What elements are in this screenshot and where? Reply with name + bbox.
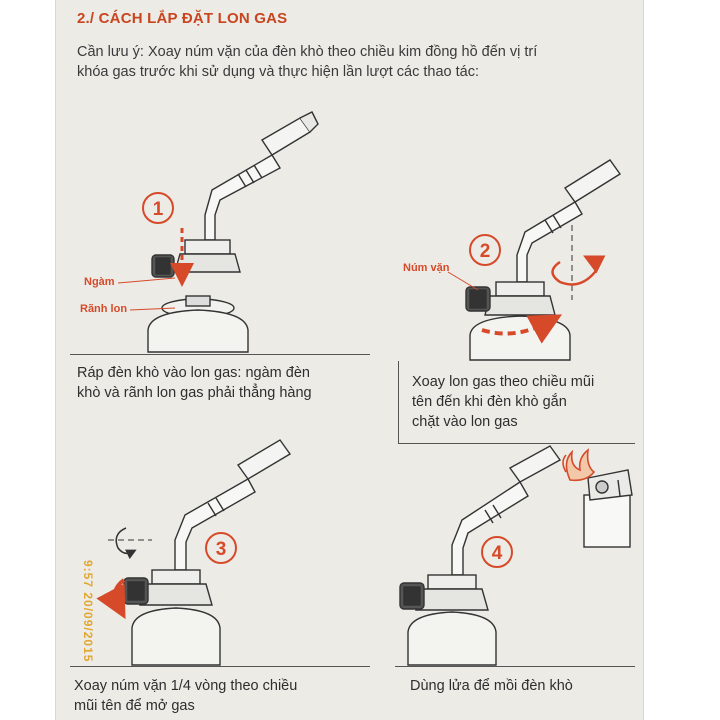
step-3-caption xyxy=(74,676,297,716)
torch-nozzle xyxy=(205,112,318,240)
step-4-caption xyxy=(410,676,573,696)
step-1-caption-line: khò và rãnh lon gas phải thẳng hàng xyxy=(77,385,312,401)
step-1-number: 1 xyxy=(152,199,164,220)
intro-line-1: Cần lưu ý: Xoay núm vặn của đèn khò theo chiều kim đồng hồ đến vị trí xyxy=(77,44,538,60)
step-1-caption-line: Ráp đèn khò vào lon gas: ngàm đèn xyxy=(77,365,310,381)
gas-can xyxy=(148,296,248,352)
step-3-caption-line: Xoay núm vặn 1/4 vòng theo chiều xyxy=(74,678,298,694)
step-2-caption xyxy=(412,372,594,432)
torch-head xyxy=(152,240,240,277)
lighter-icon xyxy=(584,470,632,547)
caption-divider-3 xyxy=(70,666,370,667)
step-4-number: 4 xyxy=(491,543,503,564)
section-title: 2./ CÁCH LẮP ĐẶT LON GAS xyxy=(77,10,288,27)
step-4-caption-line: Dùng lửa để mồi đèn khò xyxy=(410,678,573,694)
intro-line-2: khóa gas trước khi sử dụng và thực hiện lần lượt các thao tác: xyxy=(77,64,480,80)
caption-divider-4 xyxy=(395,666,635,667)
label-num-van: Núm vặn xyxy=(403,262,450,274)
label-ranh-lon: Rãnh lon xyxy=(80,303,128,315)
step-2-number: 2 xyxy=(479,241,491,262)
step-1-caption xyxy=(77,363,312,403)
step-3-number: 3 xyxy=(215,539,227,560)
step-2-caption-line: Xoay lon gas theo chiều mũi xyxy=(412,374,595,390)
step-4-illustration xyxy=(400,446,632,665)
ngam-pointer xyxy=(118,278,175,283)
step-2-illustration xyxy=(448,160,620,360)
flame-icon xyxy=(563,450,594,480)
step-2-caption-line: chặt vào lon gas xyxy=(412,414,518,430)
step-2-caption-line: tên đến khi đèn khò gắn xyxy=(412,394,567,410)
step-3-illustration xyxy=(108,440,290,665)
step-1-illustration xyxy=(118,112,318,352)
label-ngam: Ngàm xyxy=(84,276,115,288)
caption-divider-1 xyxy=(70,354,370,355)
timestamp-watermark: 9:57 20/09/2015 xyxy=(81,560,95,663)
step-3-caption-line: mũi tên để mở gas xyxy=(74,698,195,714)
